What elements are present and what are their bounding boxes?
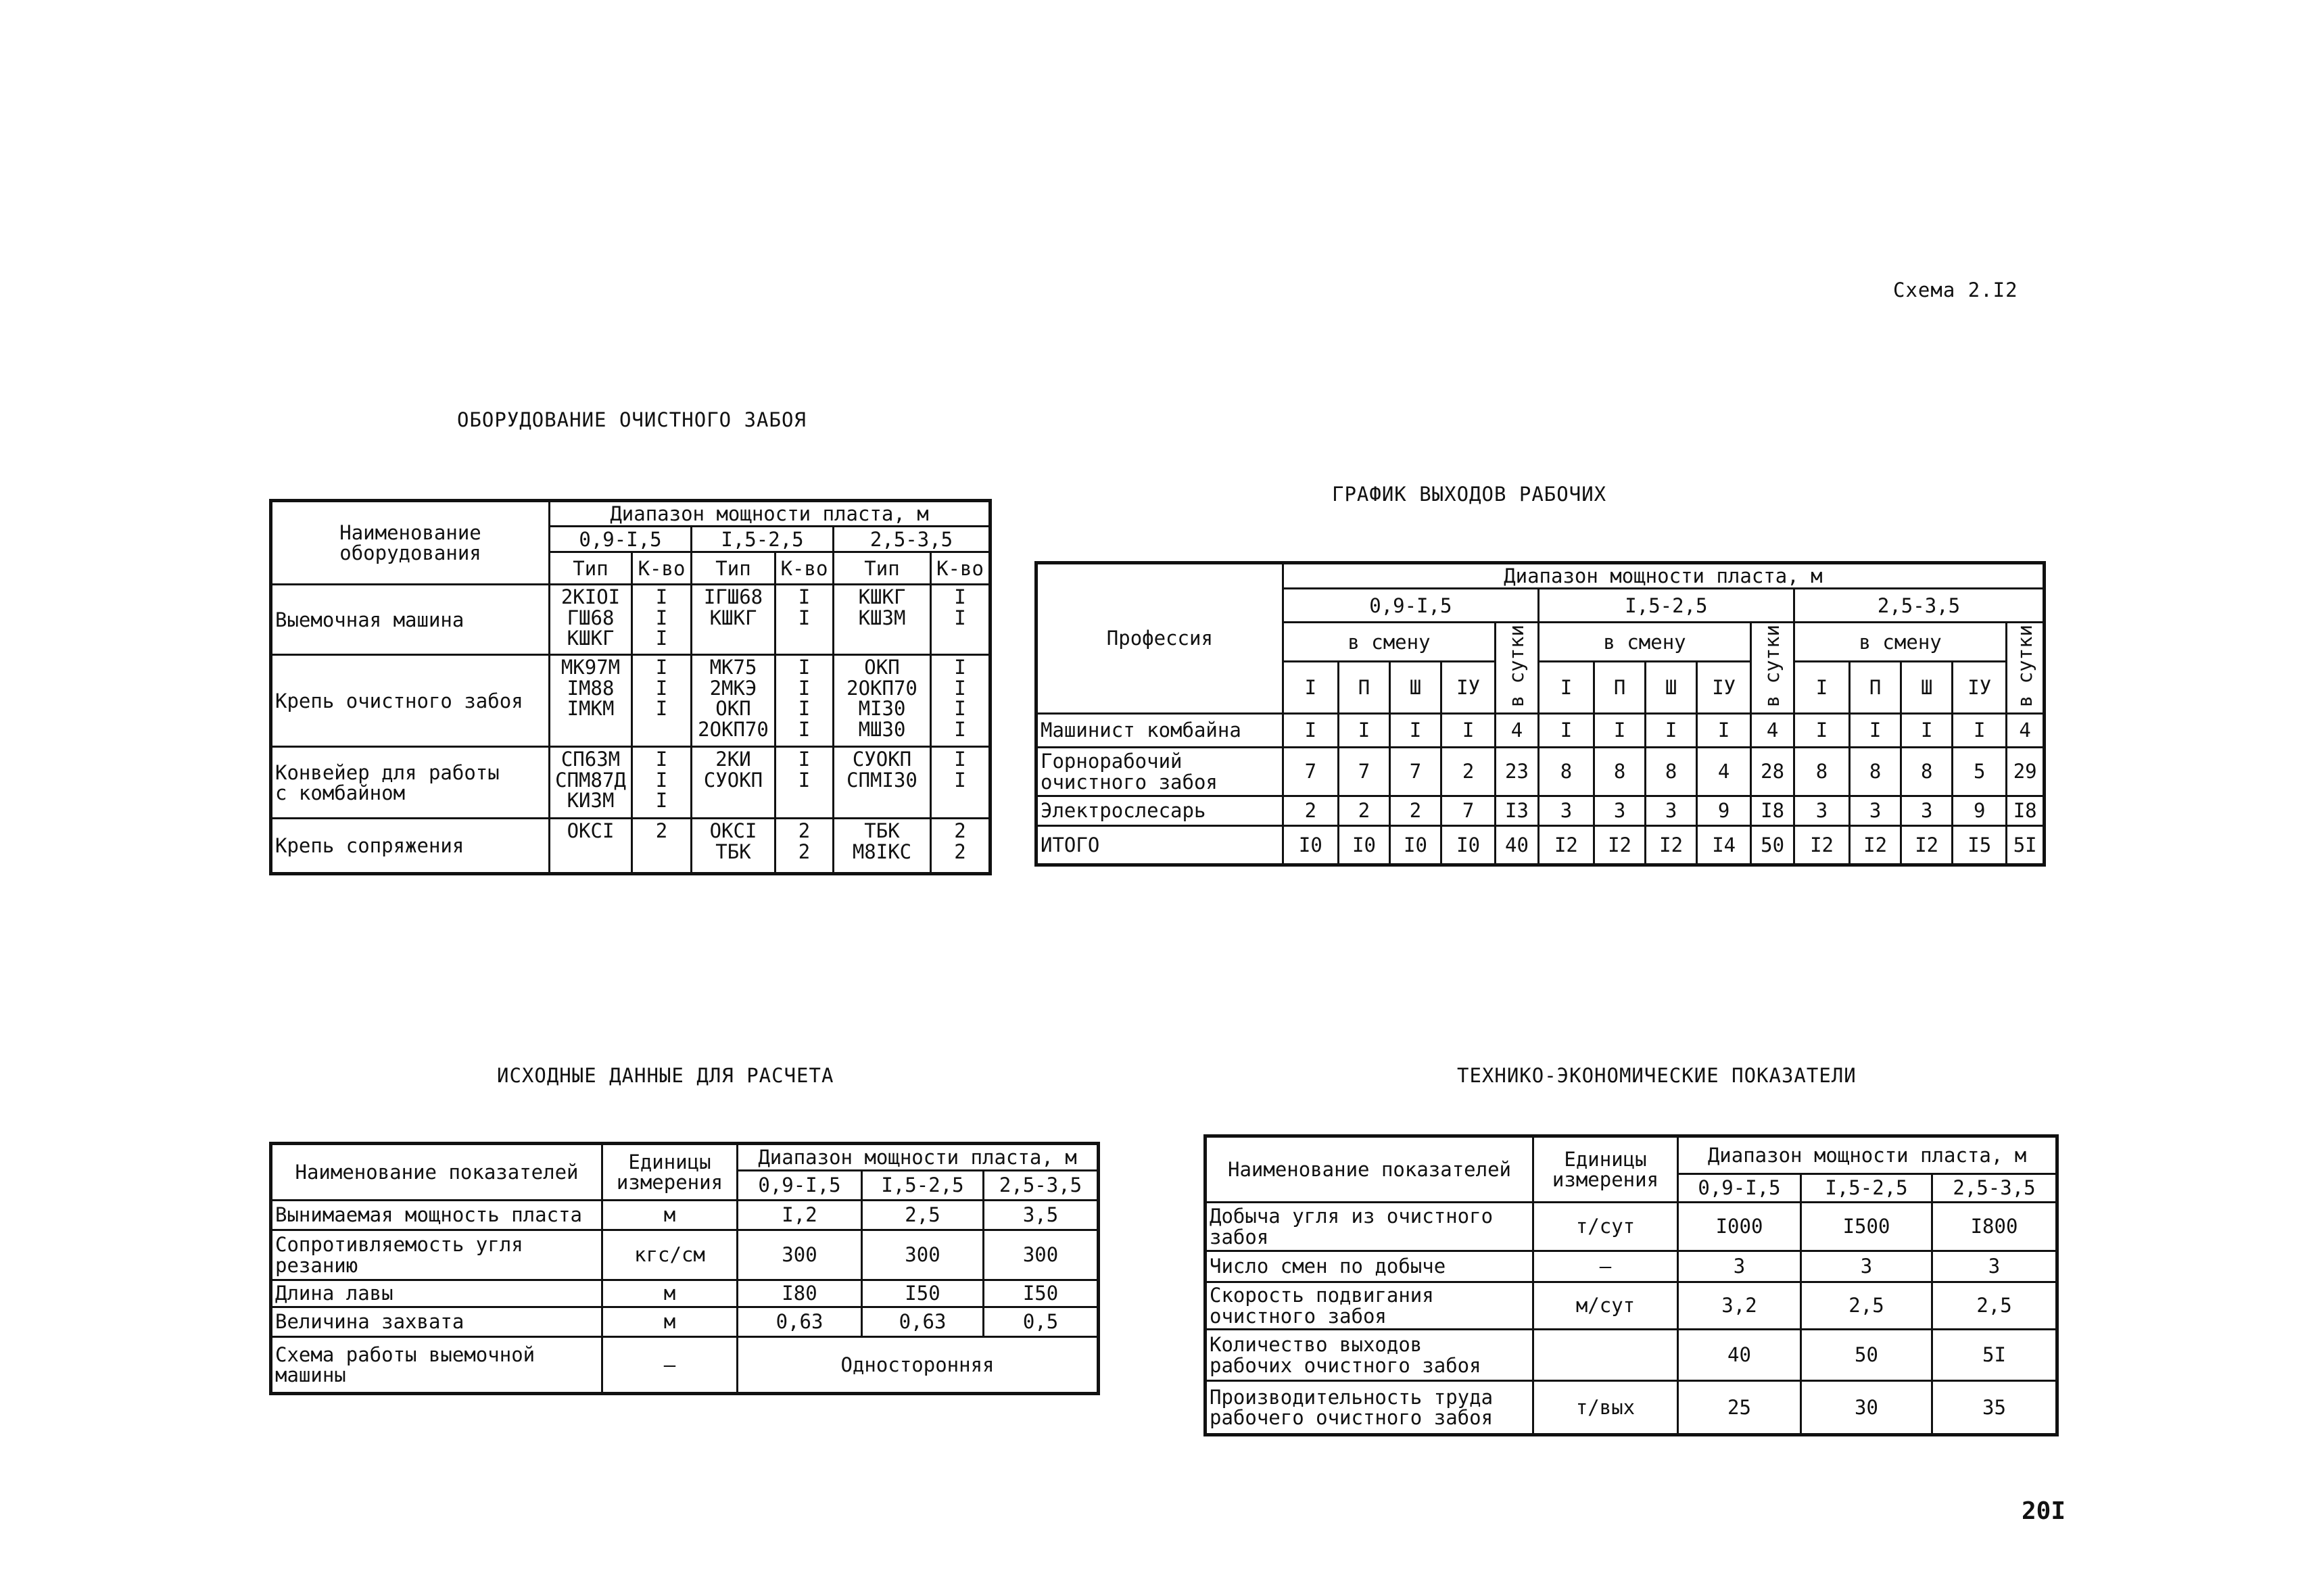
indicator-unit: м/сут xyxy=(1533,1282,1678,1330)
equipment-name: Крепь очистного забоя xyxy=(271,655,550,747)
table-row xyxy=(1206,1381,2057,1435)
table-row xyxy=(1206,1203,2057,1251)
indicators-range-1: 0,9-I,5 xyxy=(1678,1174,1801,1203)
schedule-value: 5I xyxy=(2007,826,2045,865)
scheme-label: Схема 2.I2 xyxy=(1893,279,2018,301)
input-value: 3,5 xyxy=(984,1201,1099,1230)
shift-4-header: IУ xyxy=(1697,662,1751,714)
profession-name: Электрослесарь xyxy=(1036,796,1283,826)
input-value: I,2 xyxy=(738,1201,862,1230)
table-row xyxy=(271,747,991,819)
equipment-qty: I I I I xyxy=(775,655,834,747)
indicator-value: 2,5 xyxy=(1932,1282,2057,1330)
indicator-value: I500 xyxy=(1801,1203,1932,1251)
table-row xyxy=(271,585,991,655)
input-range-1: 0,9-I,5 xyxy=(738,1171,862,1201)
per-day-header xyxy=(2007,623,2045,714)
equipment-type: 2КИ СУОКП xyxy=(692,747,775,819)
indicator-unit: т/сут xyxy=(1533,1203,1678,1251)
schedule-value: 3 xyxy=(1794,796,1849,826)
table-row xyxy=(271,1337,1099,1394)
profession-name: Горнорабочий очистного забоя xyxy=(1036,748,1283,796)
schedule-value: I8 xyxy=(1751,796,1794,826)
schedule-value: 2 xyxy=(1338,796,1389,826)
per-day-header xyxy=(1751,623,1794,714)
indicators-unit-header: Единицы измерения xyxy=(1533,1136,1678,1203)
schedule-value: 8 xyxy=(1794,748,1849,796)
equipment-qty: I I xyxy=(775,747,834,819)
indicator-name: Добыча угля из очистного забоя xyxy=(1206,1203,1533,1251)
shift-2-header: П xyxy=(1338,662,1389,714)
schedule-value: I2 xyxy=(1594,826,1646,865)
table-row xyxy=(1036,748,2045,796)
schedule-value: 3 xyxy=(1901,796,1953,826)
input-value: 2,5 xyxy=(862,1201,984,1230)
input-unit: – xyxy=(602,1337,738,1394)
col-qty-header: К-во xyxy=(632,552,692,585)
equipment-type: МК97М IМ88 IМКМ xyxy=(550,655,632,747)
table-row xyxy=(1036,714,2045,748)
equipment-range-header: Диапазон мощности пласта, м xyxy=(550,501,991,527)
shift-1-header: I xyxy=(1283,662,1338,714)
equipment-qty: I I I xyxy=(632,747,692,819)
col-type-header: Тип xyxy=(692,552,775,585)
per-day-label: в сутки xyxy=(1761,625,1784,708)
equipment-name: Крепь сопряжения xyxy=(271,819,550,874)
schedule-value: 4 xyxy=(1496,714,1539,748)
input-name: Вынимаемая мощность пласта xyxy=(271,1201,602,1230)
schedule-range-1: 0,9-I,5 xyxy=(1283,589,1538,623)
equipment-range-1: 0,9-I,5 xyxy=(550,527,692,552)
per-shift-header: в смену xyxy=(1283,623,1495,662)
table-row xyxy=(1206,1330,2057,1381)
col-type-header: Тип xyxy=(550,552,632,585)
input-value: I50 xyxy=(984,1280,1099,1307)
indicator-value: 40 xyxy=(1678,1330,1801,1381)
indicator-value: 2,5 xyxy=(1801,1282,1932,1330)
table-row xyxy=(271,1201,1099,1230)
schedule-value: I2 xyxy=(1794,826,1849,865)
schedule-value: I xyxy=(1338,714,1389,748)
per-shift-header: в смену xyxy=(1794,623,2006,662)
table-row xyxy=(1036,796,2045,826)
equipment-type: 2KIOI ГШ68 КШКГ xyxy=(550,585,632,655)
input-value: 0,63 xyxy=(738,1307,862,1337)
equipment-qty: I I xyxy=(775,585,834,655)
indicator-name: Производительность труда рабочего очистного забоя xyxy=(1206,1381,1533,1435)
schedule-value: I2 xyxy=(1646,826,1697,865)
indicator-value: 3 xyxy=(1678,1251,1801,1282)
equipment-type: СП63М СПМ87Д КИЗМ xyxy=(550,747,632,819)
schedule-value: 7 xyxy=(1338,748,1389,796)
input-data-title: ИСХОДНЫЕ ДАННЫЕ ДЛЯ РАСЧЕТА xyxy=(497,1064,834,1087)
input-name-header: Наименование показателей xyxy=(271,1144,602,1201)
equipment-range-2: I,5-2,5 xyxy=(692,527,834,552)
schedule-value: 9 xyxy=(1697,796,1751,826)
schedule-range-header: Диапазон мощности пласта, м xyxy=(1283,563,2044,589)
input-range-header: Диапазон мощности пласта, м xyxy=(738,1144,1099,1171)
schedule-value: 28 xyxy=(1751,748,1794,796)
input-unit: м xyxy=(602,1201,738,1230)
schedule-value: 4 xyxy=(1751,714,1794,748)
table-row xyxy=(271,819,991,874)
schedule-value: I3 xyxy=(1496,796,1539,826)
schedule-range-2: I,5-2,5 xyxy=(1538,589,1794,623)
shift-3-header: Ш xyxy=(1646,662,1697,714)
indicator-value: 3,2 xyxy=(1678,1282,1801,1330)
indicators-table xyxy=(1203,1134,2059,1436)
indicator-unit xyxy=(1533,1330,1678,1381)
input-scheme-value: Односторонняя xyxy=(738,1337,1099,1394)
schedule-value: I xyxy=(1794,714,1849,748)
schedule-value: I xyxy=(1441,714,1496,748)
indicator-unit: – xyxy=(1533,1251,1678,1282)
schedule-value: I xyxy=(1389,714,1441,748)
equipment-qty: I I xyxy=(931,585,991,655)
schedule-value: 29 xyxy=(2007,748,2045,796)
input-name: Длина лавы xyxy=(271,1280,602,1307)
col-type-header: Тип xyxy=(834,552,931,585)
indicator-unit: т/вых xyxy=(1533,1381,1678,1435)
schedule-value: 4 xyxy=(1697,748,1751,796)
shift-4-header: IУ xyxy=(1441,662,1496,714)
page-number: 20I xyxy=(2022,1497,2066,1525)
indicator-value: 5I xyxy=(1932,1330,2057,1381)
per-shift-header: в смену xyxy=(1538,623,1750,662)
indicator-value: 35 xyxy=(1932,1381,2057,1435)
schedule-value: 2 xyxy=(1283,796,1338,826)
equipment-type: МК75 2МКЭ ОКП 2ОКП70 xyxy=(692,655,775,747)
equipment-qty: I I I xyxy=(632,655,692,747)
input-range-3: 2,5-3,5 xyxy=(984,1171,1099,1201)
equipment-table xyxy=(269,499,992,875)
schedule-value: 8 xyxy=(1901,748,1953,796)
input-unit: кгс/см xyxy=(602,1230,738,1280)
input-unit-header: Единицы измерения xyxy=(602,1144,738,1201)
indicator-value: 3 xyxy=(1801,1251,1932,1282)
input-value: 0,5 xyxy=(984,1307,1099,1337)
indicator-value: 25 xyxy=(1678,1381,1801,1435)
indicator-name: Количество выходов рабочих очистного забоя xyxy=(1206,1330,1533,1381)
schedule-value: 7 xyxy=(1283,748,1338,796)
schedule-title: ГРАФИК ВЫХОДОВ РАБОЧИХ xyxy=(1332,483,1607,506)
equipment-type: СУОКП СПМI30 xyxy=(834,747,931,819)
input-range-2: I,5-2,5 xyxy=(862,1171,984,1201)
shift-2-header: П xyxy=(1594,662,1646,714)
schedule-value: I2 xyxy=(1850,826,1901,865)
schedule-value: I0 xyxy=(1389,826,1441,865)
input-value: 0,63 xyxy=(862,1307,984,1337)
schedule-value: I5 xyxy=(1953,826,2007,865)
schedule-value: I xyxy=(1697,714,1751,748)
shift-3-header: Ш xyxy=(1901,662,1953,714)
schedule-range-3: 2,5-3,5 xyxy=(1794,589,2044,623)
equipment-qty: 2 2 xyxy=(931,819,991,874)
table-row xyxy=(1036,826,2045,865)
table-row xyxy=(271,1230,1099,1280)
equipment-qty: 2 2 xyxy=(775,819,834,874)
shift-2-header: П xyxy=(1850,662,1901,714)
equipment-type: ОКСI xyxy=(550,819,632,874)
equipment-type: IГШ68 КШКГ xyxy=(692,585,775,655)
schedule-value: 40 xyxy=(1496,826,1539,865)
equipment-qty: I I xyxy=(931,747,991,819)
indicators-range-2: I,5-2,5 xyxy=(1801,1174,1932,1203)
schedule-value: I xyxy=(1283,714,1338,748)
input-name: Схема работы выемочной машины xyxy=(271,1337,602,1394)
equipment-type: ОКП 2ОКП70 МI30 МШ30 xyxy=(834,655,931,747)
schedule-value: 5 xyxy=(1953,748,2007,796)
col-qty-header: К-во xyxy=(931,552,991,585)
indicators-title: ТЕХНИКО-ЭКОНОМИЧЕСКИЕ ПОКАЗАТЕЛИ xyxy=(1457,1064,1857,1087)
input-value: 300 xyxy=(738,1230,862,1280)
equipment-name-header: Наименование оборудования xyxy=(271,501,550,585)
equipment-title: ОБОРУДОВАНИЕ ОЧИСТНОГО ЗАБОЯ xyxy=(457,408,807,431)
input-name: Сопротивляемость угля резанию xyxy=(271,1230,602,1280)
schedule-value: I xyxy=(1594,714,1646,748)
shift-4-header: IУ xyxy=(1953,662,2007,714)
schedule-value: I0 xyxy=(1441,826,1496,865)
indicators-name-header: Наименование показателей xyxy=(1206,1136,1533,1203)
col-qty-header: К-во xyxy=(775,552,834,585)
schedule-value: 3 xyxy=(1850,796,1901,826)
equipment-qty: 2 xyxy=(632,819,692,874)
schedule-value: 50 xyxy=(1751,826,1794,865)
per-day-header xyxy=(1496,623,1539,714)
profession-name: Машинист комбайна xyxy=(1036,714,1283,748)
schedule-value: I8 xyxy=(2007,796,2045,826)
equipment-type: ТБК М8IКС xyxy=(834,819,931,874)
input-name: Величина захвата xyxy=(271,1307,602,1337)
indicator-value: I000 xyxy=(1678,1203,1801,1251)
schedule-value: 2 xyxy=(1441,748,1496,796)
profession-name: ИТОГО xyxy=(1036,826,1283,865)
input-value: 300 xyxy=(984,1230,1099,1280)
schedule-value: 8 xyxy=(1850,748,1901,796)
schedule-value: 8 xyxy=(1594,748,1646,796)
schedule-value: 7 xyxy=(1441,796,1496,826)
indicator-value: 50 xyxy=(1801,1330,1932,1381)
shift-3-header: Ш xyxy=(1389,662,1441,714)
schedule-value: 7 xyxy=(1389,748,1441,796)
shift-1-header: I xyxy=(1794,662,1849,714)
input-value: I80 xyxy=(738,1280,862,1307)
input-value: 300 xyxy=(862,1230,984,1280)
schedule-value: 3 xyxy=(1646,796,1697,826)
equipment-type: ОКСI ТБК xyxy=(692,819,775,874)
schedule-value: I xyxy=(1901,714,1953,748)
table-row xyxy=(1206,1282,2057,1330)
schedule-value: I xyxy=(1850,714,1901,748)
input-unit: м xyxy=(602,1280,738,1307)
schedule-value: I0 xyxy=(1338,826,1389,865)
indicators-range-3: 2,5-3,5 xyxy=(1932,1174,2057,1203)
indicators-range-header: Диапазон мощности пласта, м xyxy=(1678,1136,2057,1174)
indicator-value: 3 xyxy=(1932,1251,2057,1282)
equipment-name: Конвейер для работы с комбайном xyxy=(271,747,550,819)
equipment-type: КШКГ КШЗМ xyxy=(834,585,931,655)
schedule-value: 3 xyxy=(1538,796,1594,826)
schedule-value: I2 xyxy=(1901,826,1953,865)
schedule-table xyxy=(1034,561,2046,867)
schedule-value: 23 xyxy=(1496,748,1539,796)
equipment-range-3: 2,5-3,5 xyxy=(834,527,991,552)
table-row xyxy=(271,1280,1099,1307)
schedule-value: 8 xyxy=(1646,748,1697,796)
schedule-value: I0 xyxy=(1283,826,1338,865)
indicator-name: Число смен по добыче xyxy=(1206,1251,1533,1282)
equipment-qty: I I I xyxy=(632,585,692,655)
schedule-value: I xyxy=(1646,714,1697,748)
schedule-value: 9 xyxy=(1953,796,2007,826)
profession-header: Профессия xyxy=(1036,563,1283,714)
indicator-value: 30 xyxy=(1801,1381,1932,1435)
schedule-value: 3 xyxy=(1594,796,1646,826)
per-day-label: в сутки xyxy=(1505,625,1529,708)
table-row xyxy=(271,1307,1099,1337)
equipment-qty: I I I I xyxy=(931,655,991,747)
indicator-name: Скорость подвигания очистного забоя xyxy=(1206,1282,1533,1330)
schedule-value: I2 xyxy=(1538,826,1594,865)
equipment-name: Выемочная машина xyxy=(271,585,550,655)
schedule-value: 2 xyxy=(1389,796,1441,826)
schedule-value: I4 xyxy=(1697,826,1751,865)
table-row xyxy=(1206,1251,2057,1282)
schedule-value: I xyxy=(1953,714,2007,748)
input-data-table xyxy=(269,1142,1100,1395)
input-unit: м xyxy=(602,1307,738,1337)
schedule-value: 8 xyxy=(1538,748,1594,796)
indicator-value: I800 xyxy=(1932,1203,2057,1251)
per-day-label: в сутки xyxy=(2013,625,2036,708)
shift-1-header: I xyxy=(1538,662,1594,714)
schedule-value: 4 xyxy=(2007,714,2045,748)
table-row xyxy=(271,655,991,747)
schedule-value: I xyxy=(1538,714,1594,748)
input-value: I50 xyxy=(862,1280,984,1307)
